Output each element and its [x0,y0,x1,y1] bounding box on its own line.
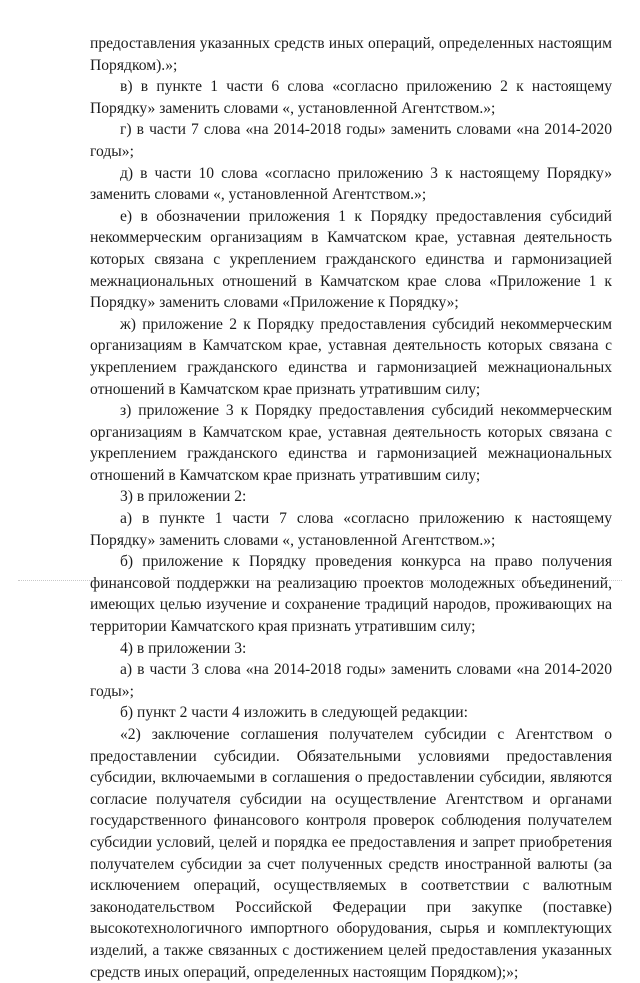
document-page [90,33,612,983]
paragraph-section-3-b: б) приложение к Порядку проведения конкурса на право получения финансовой поддержки на реализацию проектов молодежных объединений, имеющих целью изучение и сохранение традиций народов, проживающих на территории Камчатского края признать утратившим силу; [90,553,612,636]
paragraph-item-v: в) в пункте 1 части 6 слова «согласно приложению 2 к настоящему Порядку» заменить словами «, установленной Агентством.»; [90,78,612,117]
paragraph-section-4-b: б) пункт 2 части 4 изложить в следующей редакции: [120,704,468,722]
paragraph-section-4: 4) в приложении 3: [120,639,247,657]
paragraph-section-4-a: а) в части 3 слова «на 2014-2018 годы» заменить словами «на 2014-2020 годы»; [90,661,612,700]
paragraph-section-3-a: а) в пункте 1 части 7 слова «согласно приложению к настоящему Порядку» заменить словами «, установленной Агентством.»; [90,510,612,549]
paragraph-continuation: предоставления указанных средств иных операций, определенных настоящим Порядком).»; [90,35,612,74]
paragraph-item-e: е) в обозначении приложения 1 к Порядку предоставления субсидий некоммерческим организациям в Камчатском крае, уставная деятельность которых связана с укреплением гражданского единства и гармонизацией межнациональных отношений в Камчатском крае слова «Приложение 1 к Порядку» заменить словами «Приложение к Порядку»; [90,207,612,312]
paragraph-item-d: д) в части 10 слова «согласно приложению 3 к настоящему Порядку» заменить словами «, установленной Агентством.»; [90,164,612,204]
paragraph-section-3: 3) в приложении 2: [120,488,247,506]
paragraph-item-z: з) приложение 3 к Порядку предоставления субсидий некоммерческим организациям в Камчатском крае, уставная деятельность которых связана с укреплением гражданского единства и гармонизацией межнациональных отношений в Камчатском крае признать утратившим силу; [90,402,612,484]
paragraph-item-g: г) в части 7 слова «на 2014-2018 годы» заменить словами «на 2014-2020 годы»; [90,121,612,160]
paragraph-quoted-clause: «2) заключение соглашения получателем субсидии с Агентством о предоставлении субсидии. Обязательными условиями предоставления субсидии, включаемыми в соглашения о предоставлении субсидии, являются согласие получателя субсидии на осуществление Агентством и органами государственного финансового контроля проверок соблюдения получателем субсидии условий, целей и порядка ее предоставления и запрет приобретения получателем субсидии за счет полученных средств иностранной валюты (за исключением операций, осуществляемых в соответствии с валютным законодательством Российской Федерации при закупке (поставке) высокотехнологичного импортного оборудования, сырья и комплектующих изделий, а также связанных с достижением целей предоставления указанных средств иных операций, определенных настоящим Порядком);»; [90,726,612,981]
paragraph-item-zh: ж) приложение 2 к Порядку предоставления субсидий некоммерческим организациям в Камчатском крае, уставная деятельность которых связана с укреплением гражданского единства и гармонизацией межнациональных отношений в Камчатском крае признать утратившим силу; [90,315,612,398]
